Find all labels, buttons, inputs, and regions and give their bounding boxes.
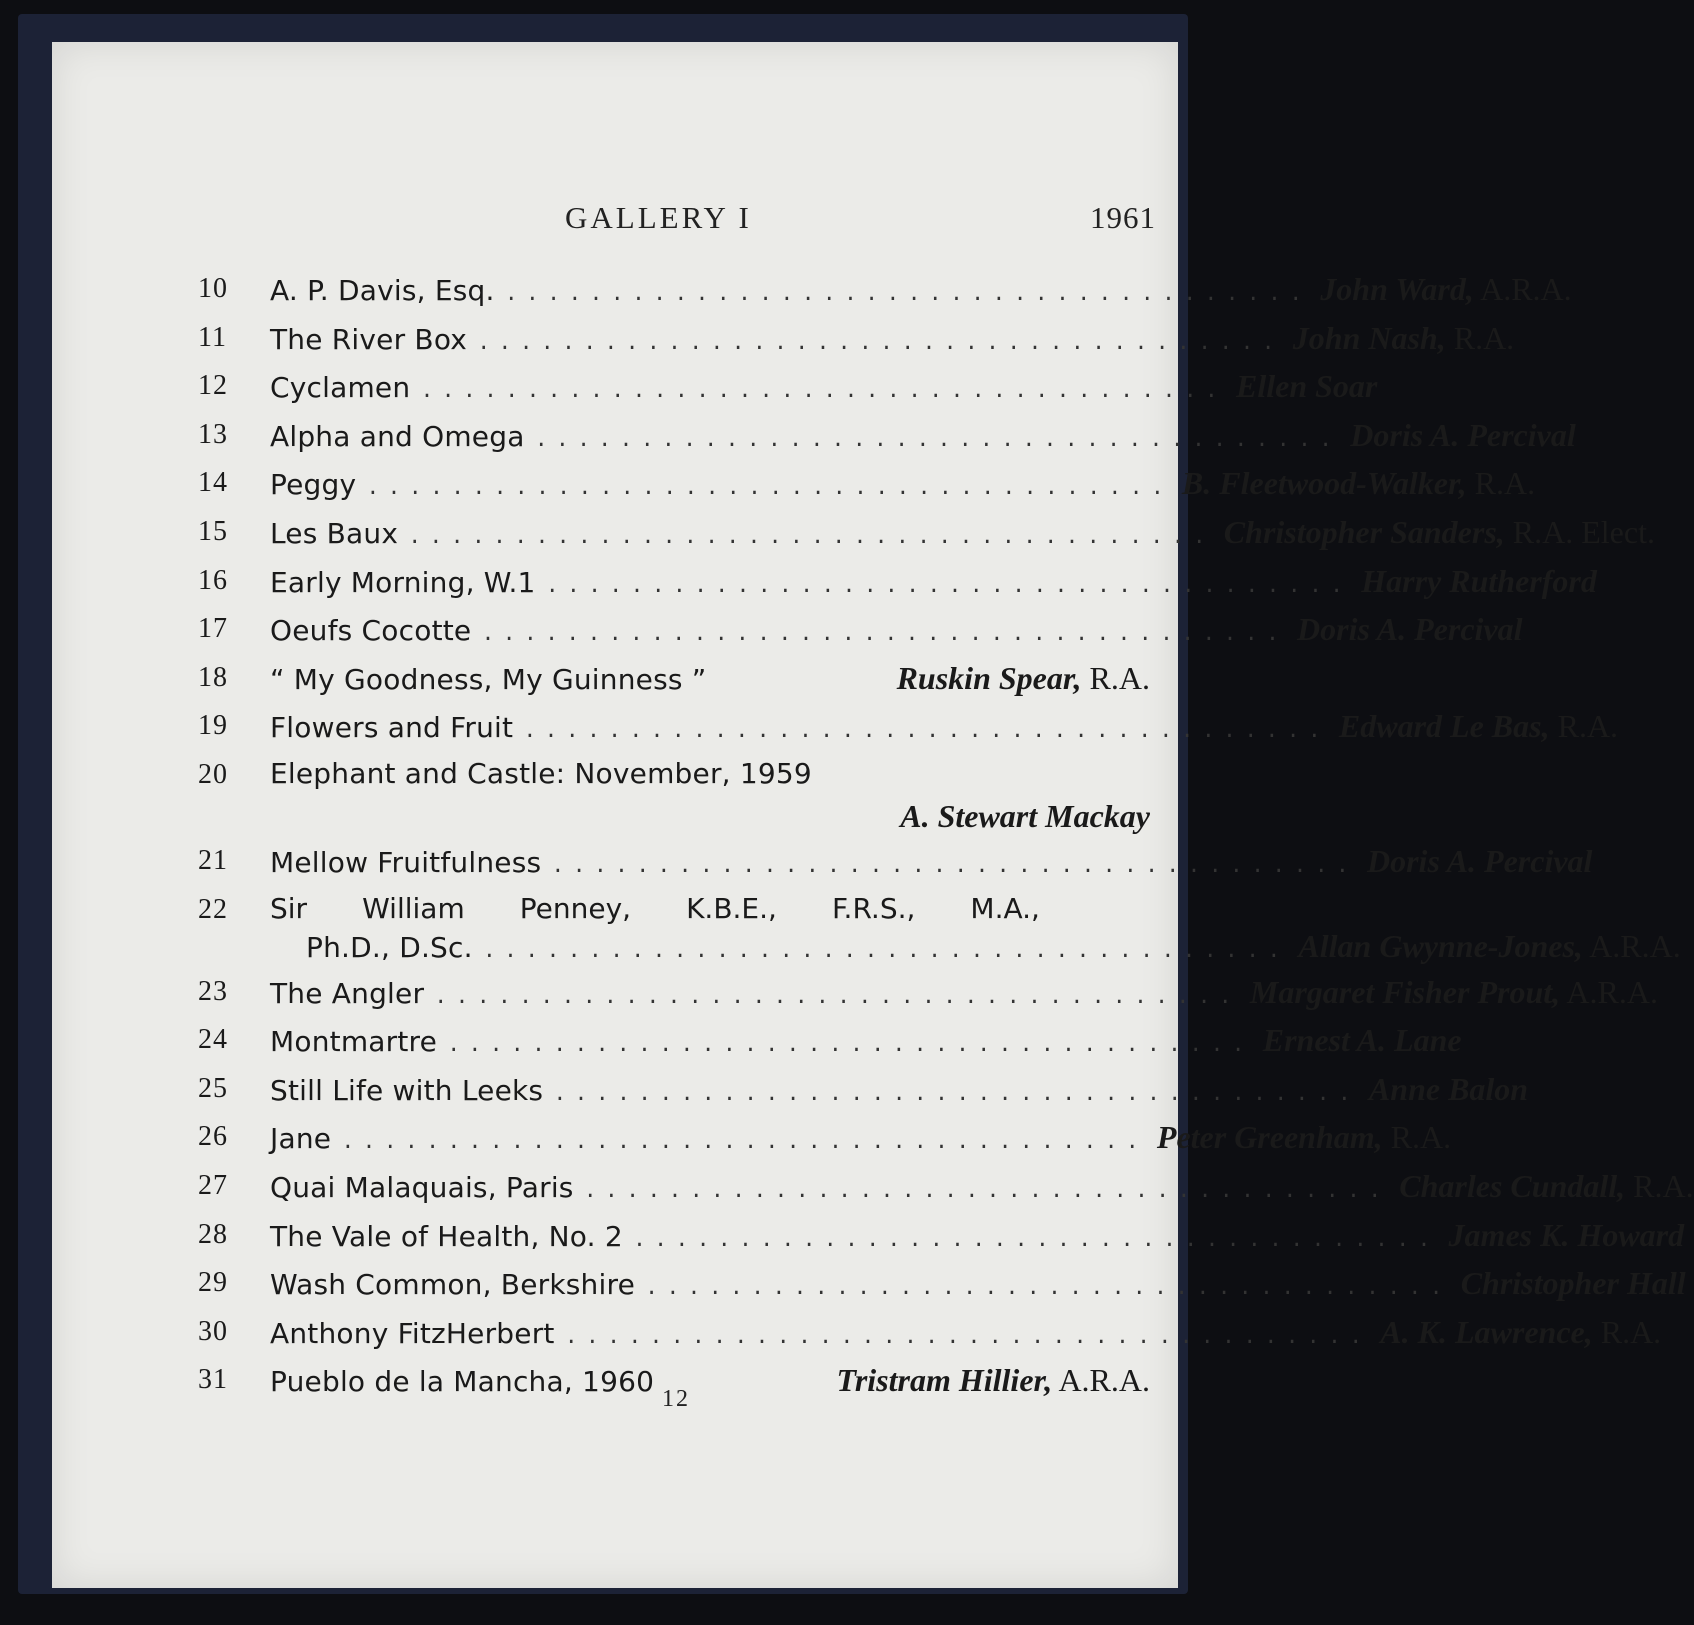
artist-name: Edward Le Bas, <box>1338 708 1550 745</box>
list-item <box>198 970 1658 1019</box>
entry-artist <box>897 660 1150 697</box>
entry-artist <box>1320 271 1571 308</box>
entry-number: 25 <box>198 1072 228 1104</box>
entry-artist <box>1182 465 1535 502</box>
list-item <box>198 1115 1452 1164</box>
list-item <box>198 1213 1685 1262</box>
entry-title: Cyclamen <box>270 371 411 405</box>
list-item <box>198 888 1681 970</box>
artist-name: Margaret Fisher Prout, <box>1249 973 1561 1010</box>
entry-number: 14 <box>198 467 228 499</box>
artist-name: James K. Howard <box>1448 1216 1685 1253</box>
entry-artist <box>1369 1071 1528 1108</box>
entry-number: 27 <box>198 1169 228 1201</box>
entry-artist <box>1236 368 1377 405</box>
entry-title: Les Baux <box>270 516 399 550</box>
dot-leader: ...................................... <box>553 1081 1359 1107</box>
artist-name: Doris A. Percival <box>1297 611 1523 648</box>
entry-title: The Vale of Health, No. 2 <box>270 1219 623 1253</box>
artist-name: Tristram Hillier, <box>836 1362 1053 1399</box>
list-item <box>198 1067 1529 1116</box>
dot-leader: ...................................... <box>534 427 1341 453</box>
entry-artist <box>1157 1119 1451 1156</box>
list-item <box>198 753 1150 839</box>
entry-title: Anthony FitzHerbert <box>270 1316 555 1350</box>
artist-honour: R.A. <box>1445 319 1515 356</box>
dot-leader: ...................................... <box>477 330 1283 356</box>
page-number: 12 <box>662 1386 690 1412</box>
entry-number: 20 <box>198 758 228 790</box>
artist-name: Christopher Sanders, <box>1223 513 1505 550</box>
dot-leader: ...................................... <box>645 1276 1451 1302</box>
entry-number: 29 <box>198 1267 228 1299</box>
dot-leader: ...................................... <box>447 1033 1253 1059</box>
entry-title: Peggy <box>270 468 357 502</box>
list-item <box>198 510 1655 559</box>
entry-title: Pueblo de la Mancha, 1960 <box>270 1365 655 1399</box>
entry-title: The Angler <box>270 976 425 1010</box>
artist-name: Charles Cundall, <box>1399 1167 1626 1204</box>
entry-title: Sir William Penney, K.B.E., F.R.S., M.A., <box>270 891 1040 925</box>
artist-name: Ruskin Spear, <box>896 659 1082 696</box>
dot-leader: ...................................... <box>481 622 1288 648</box>
dot-leader: ...................................... <box>341 1130 1147 1156</box>
entry-artist <box>1380 1314 1661 1351</box>
list-item <box>198 1261 1686 1310</box>
entry-title: Flowers and Fruit <box>270 711 514 745</box>
list-item <box>198 461 1536 510</box>
entry-number: 26 <box>198 1121 228 1153</box>
entry-artist <box>1399 1168 1693 1205</box>
entry-title: Still Life with Leeks <box>270 1073 544 1107</box>
artist-honour: R.A. <box>1592 1313 1662 1350</box>
artist-name: Harry Rutherford <box>1361 562 1597 599</box>
entry-title: Elephant and Castle: November, 1959 <box>270 756 812 790</box>
entry-number: 23 <box>198 975 228 1007</box>
entry-artist <box>1449 1217 1685 1254</box>
entry-number: 12 <box>198 370 228 402</box>
entry-artist <box>1263 1022 1462 1059</box>
entry-number: 13 <box>198 418 228 450</box>
artist-honour: A.R.A. <box>1473 271 1572 307</box>
artist-honour: A.R.A. <box>1052 1362 1150 1399</box>
entry-artist <box>836 1362 1150 1399</box>
list-item <box>198 559 1597 608</box>
list-item <box>198 607 1523 656</box>
artist-name: Doris A. Percival <box>1366 842 1593 879</box>
artist-name: Ernest A. Lane <box>1262 1022 1462 1059</box>
list-item <box>198 364 1378 413</box>
artist-name: Anne Balon <box>1368 1070 1529 1107</box>
entry-title: Jane <box>270 1122 332 1156</box>
dot-leader: ...................................... <box>551 853 1357 879</box>
page-header <box>52 200 1178 240</box>
entry-number: 31 <box>198 1364 228 1396</box>
dot-leader: ...................................... <box>482 938 1289 964</box>
entry-title: Early Morning, W.1 <box>270 565 536 599</box>
list-item <box>198 413 1576 462</box>
entry-artist <box>900 798 1150 834</box>
entry-title: Montmartre <box>270 1025 438 1059</box>
entry-artist <box>1293 320 1514 357</box>
list-item <box>198 267 1572 316</box>
dot-leader: ...................................... <box>504 282 1311 307</box>
entry-number: 19 <box>198 710 228 742</box>
entry-title: Quai Malaquais, Paris <box>270 1170 574 1204</box>
artist-name: Allan Gwynne-Jones, <box>1298 927 1583 964</box>
entry-number: 15 <box>198 515 228 547</box>
entry-number: 10 <box>198 273 228 304</box>
entry-artist <box>1339 708 1618 745</box>
gallery-title: GALLERY I <box>565 200 752 235</box>
artist-name: A. K. Lawrence, <box>1380 1313 1593 1350</box>
dot-leader: ...................................... <box>408 524 1214 550</box>
list-item <box>198 1018 1462 1067</box>
artist-honour: A.R.A. <box>1560 973 1658 1010</box>
artist-honour: R.A. <box>1549 708 1619 745</box>
entry-artist <box>1350 417 1575 454</box>
list-item <box>198 316 1515 365</box>
entry-number: 17 <box>198 613 228 645</box>
artist-name: Doris A. Percival <box>1350 416 1576 453</box>
entry-number: 30 <box>198 1315 228 1347</box>
artist-name: B. Fleetwood-Walker, <box>1181 465 1467 502</box>
artist-honour: R.A. <box>1466 465 1536 502</box>
artist-name: A. Stewart Mackay <box>900 797 1150 834</box>
year: 1961 <box>1090 200 1156 235</box>
entry-artist <box>1298 928 1680 965</box>
list-item <box>198 1164 1694 1213</box>
entry-artist <box>1297 611 1522 648</box>
entry-number: 28 <box>198 1218 228 1250</box>
entry-number: 22 <box>198 893 228 925</box>
dot-leader: ...................................... <box>523 719 1329 745</box>
list-item <box>198 839 1593 888</box>
artist-name: Peter Greenham, <box>1156 1119 1383 1156</box>
entry-number: 18 <box>198 661 228 693</box>
dot-leader: ...................................... <box>366 476 1172 502</box>
list-item <box>198 704 1619 753</box>
artist-honour: R.A. Elect. <box>1504 513 1655 550</box>
dot-leader: ...................................... <box>434 984 1240 1010</box>
entry-title: Mellow Fruitfulness <box>270 845 542 879</box>
entry-title: Oeufs Cocotte <box>270 614 472 648</box>
entry-title: “ My Goodness, My Guinness ” <box>270 662 707 696</box>
dot-leader: ...................................... <box>632 1227 1439 1253</box>
entry-list <box>198 267 1694 1407</box>
artist-name: John Nash, <box>1292 319 1446 356</box>
entry-artist <box>1461 1265 1686 1302</box>
entry-title: A. P. Davis, Esq. <box>270 274 495 307</box>
dot-leader: ...................................... <box>564 1324 1371 1350</box>
list-item <box>198 1310 1662 1359</box>
entry-title: Alpha and Omega <box>270 419 525 453</box>
artist-name: John Ward, <box>1320 271 1474 307</box>
entry-number: 24 <box>198 1024 228 1056</box>
catalogue-page <box>52 42 1694 1588</box>
artist-honour: R.A. <box>1081 659 1150 696</box>
entry-title: The River Box <box>270 322 468 356</box>
entry-number: 11 <box>198 321 227 353</box>
artist-name: Christopher Hall <box>1460 1265 1686 1302</box>
dot-leader: ...................................... <box>583 1178 1390 1204</box>
entry-title-continued: Ph.D., D.Sc. <box>306 930 473 964</box>
entry-number: 21 <box>198 844 228 876</box>
list-item <box>198 656 1150 705</box>
entry-artist <box>1367 843 1592 880</box>
entry-artist <box>1224 514 1655 551</box>
artist-honour: A.R.A. <box>1582 927 1681 964</box>
dot-leader: ...................................... <box>545 573 1352 599</box>
entry-artist <box>1250 974 1658 1011</box>
entry-title: Wash Common, Berkshire <box>270 1268 635 1302</box>
artist-honour: R.A. <box>1625 1167 1694 1204</box>
dot-leader: ...................................... <box>420 379 1226 405</box>
entry-artist <box>1361 563 1597 600</box>
artist-honour: R.A. <box>1382 1119 1452 1156</box>
artist-name: Ellen Soar <box>1236 368 1378 405</box>
entry-number: 16 <box>198 564 228 596</box>
